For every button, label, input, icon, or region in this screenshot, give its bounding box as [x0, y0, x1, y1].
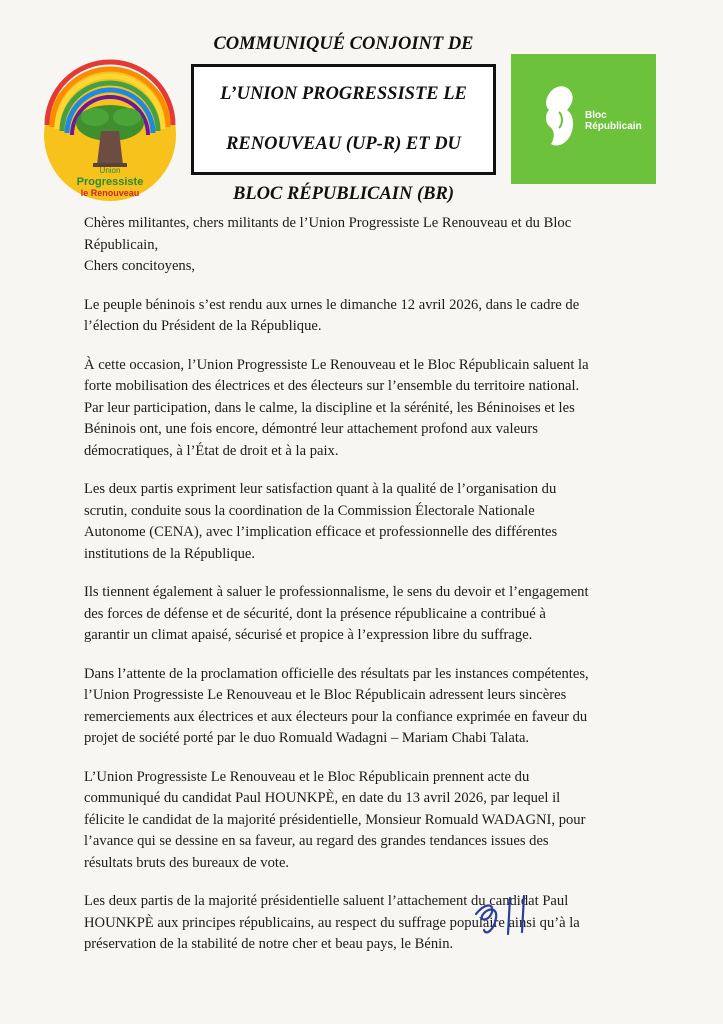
paragraph-hounkpe-communique: [84, 767, 654, 875]
communique-title: [213, 7, 473, 232]
paragraph-greeting: [84, 213, 654, 278]
text-line: HOUNKPÈ aux principes républicains, au respect du suffrage populaire ainsi qu’à la: [84, 914, 580, 931]
text-line: Chères militantes, chers militants de l’Union Progressiste Le Renouveau et du Bloc: [84, 215, 572, 231]
text-line: Par leur participation, dans le calme, la discipline et la sérénité, les Béninoises et les: [84, 399, 575, 416]
upr-logo-text-top: Union: [99, 166, 121, 175]
text-line: projet de société porté par le duo Romuald Wadagni – Mariam Chabi Talata.: [84, 730, 530, 746]
upr-logo-text-mid: Progressiste: [76, 176, 144, 188]
text-line: scrutin, conduite sous la coordination de la Commission Électorale Nationale: [84, 502, 535, 519]
paragraph-mobilisation: [84, 355, 654, 463]
text-line: Républicain,: [84, 236, 159, 253]
br-line1: Bloc: [585, 110, 607, 121]
text-line: Chers concitoyens,: [84, 258, 196, 274]
text-line: institutions de la République.: [84, 545, 256, 562]
text-line: Béninois ont, une fois encore, démontré leur attachement profond aux valeurs: [84, 421, 538, 437]
title-box: [191, 34, 496, 204]
text-line: L’Union Progressiste Le Renouveau et le Bloc Républicain prennent acte du: [84, 768, 530, 785]
text-line: forte mobilisation des électrices et des électeurs sur l’ensemble du territoire national.: [84, 378, 580, 394]
br-line2: Républicain: [585, 121, 642, 132]
text-line: démocratiques, à l’État de droit et à la paix.: [84, 442, 339, 459]
paragraph-conclusion: [84, 891, 654, 956]
text-line: des forces de défense et de sécurité, dont la présence républicaine a contribué à: [84, 605, 546, 622]
bloc-republicain-wordmark: [585, 110, 642, 132]
paragraph-security-forces: [84, 582, 654, 647]
text-line: l’élection du Président de la République.: [84, 318, 322, 334]
upr-logo: [35, 55, 185, 205]
text-line: communiqué du candidat Paul HOUNKPÈ, en date du 13 avril 2026, par lequel il: [84, 790, 561, 806]
text-line: garantir un climat apaisé, sécurisé et propice à l’expression libre du suffrage.: [84, 627, 533, 643]
bloc-republicain-logo: [511, 54, 656, 184]
text-line: préservation de la stabilité de notre cher et beau pays, le Bénin.: [84, 936, 454, 952]
title-line: L’UNION PROGRESSISTE LE: [220, 84, 467, 104]
upr-logo-text-bottom: le Renouveau: [80, 188, 140, 198]
text-line: Les deux partis de la majorité présidentielle saluent l’attachement du candidat Paul: [84, 893, 569, 909]
text-line: Ils tiennent également à saluer le professionnalisme, le sens du devoir et l’engagement: [84, 584, 589, 600]
text-line: Autonome (CENA), avec l’implication efficace et professionnelle des différentes: [84, 524, 558, 540]
text-line: À cette occasion, l’Union Progressiste Le Renouveau et le Bloc Républicain saluent la: [84, 356, 589, 373]
text-line: Les deux partis expriment leur satisfaction quant à la qualité de l’organisation du: [84, 481, 557, 497]
paragraph-organisation: [84, 479, 654, 565]
text-line: résultats bruts des bureaux de vote.: [84, 854, 290, 871]
communique-body: [84, 213, 654, 973]
title-line: BLOC RÉPUBLICAIN (BR): [232, 184, 454, 204]
text-line: l’Union Progressiste Le Renouveau et le Bloc Républicain adressent leurs sincères: [84, 687, 567, 703]
paragraph-election: [84, 295, 654, 338]
text-line: l’avance qui se dessine en sa faveur, au regard des grandes tendances issues des: [84, 833, 549, 849]
title-line: COMMUNIQUÉ CONJOINT DE: [213, 34, 474, 54]
text-line: Dans l’attente de la proclamation officielle des résultats par les instances compétentes,: [84, 665, 589, 682]
title-line: RENOUVEAU (UP-R) ET DU: [226, 134, 461, 154]
text-line: Le peuple béninois s’est rendu aux urnes le dimanche 12 avril 2026, dans le cadre de: [84, 296, 580, 313]
signature-mark: [470, 886, 550, 946]
paragraph-thanks: [84, 664, 654, 750]
text-line: remerciements aux électrices et aux électeurs pour la confiance exprimée en faveur du: [84, 708, 588, 725]
text-line: félicite le candidat de la majorité présidentielle, Monsieur Romuald WADAGNI, pour: [84, 811, 586, 828]
